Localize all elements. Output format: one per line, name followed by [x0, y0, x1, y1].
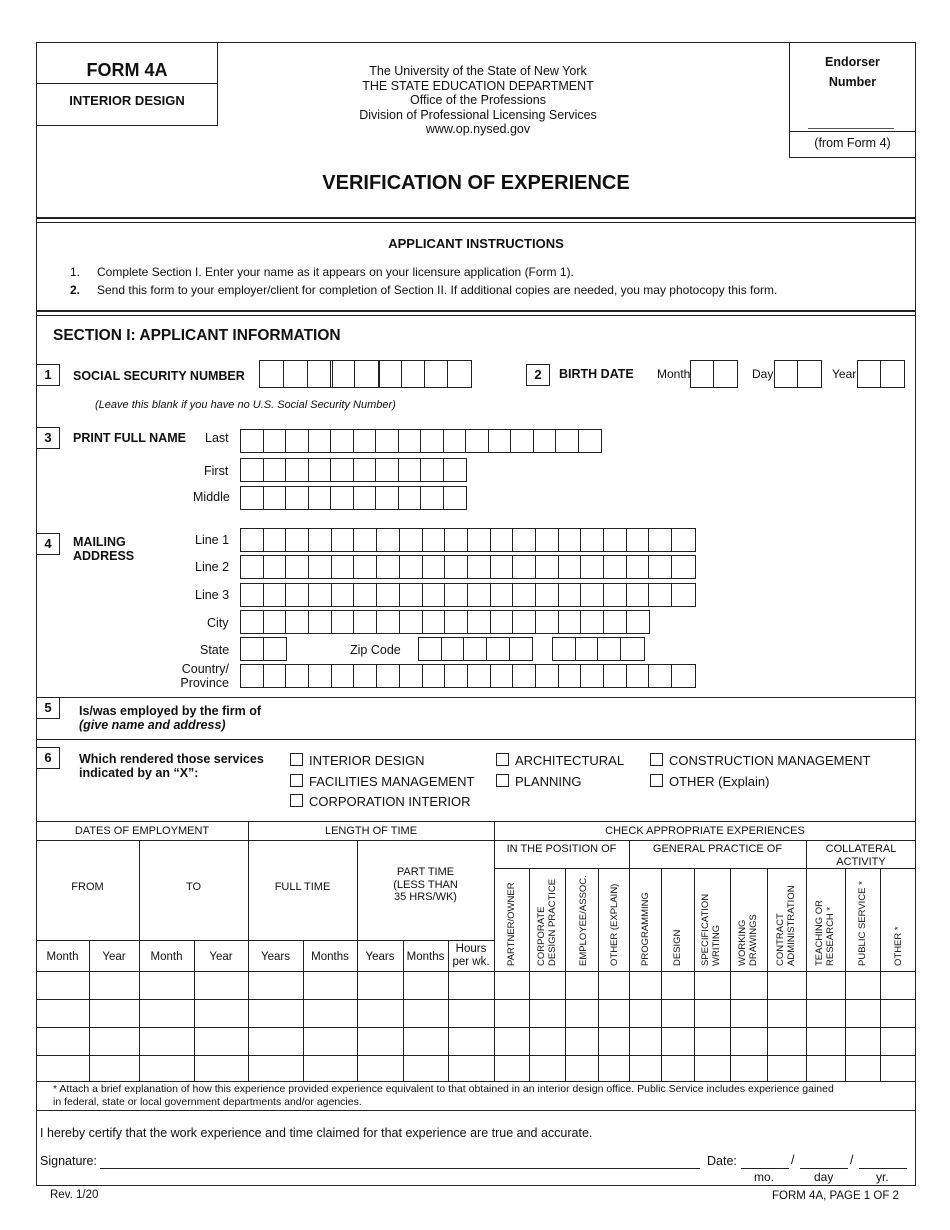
from-header: FROM	[71, 881, 104, 893]
service-option-interior-design[interactable]: INTERIOR DESIGN	[290, 753, 425, 768]
footnote: * Attach a brief explanation of how this experience provided experience equivalent to that obtained in an interior design office. Public Service includes experience gained in federal, state or local government departments and/or agencies.	[53, 1083, 834, 1108]
from-year-header: Year	[102, 951, 126, 963]
city-cells[interactable]	[240, 610, 650, 634]
service-option-construction-management[interactable]: CONSTRUCTION MANAGEMENT	[650, 753, 871, 768]
form-subtitle: INTERIOR DESIGN	[69, 93, 185, 108]
page-title: VERIFICATION OF EXPERIENCE	[322, 172, 630, 194]
position-of-header: IN THE POSITION OF	[506, 843, 617, 855]
item-number-5: 5	[36, 697, 60, 719]
address-line3-label: Line 3	[195, 588, 230, 602]
checkbox[interactable]	[290, 774, 303, 787]
item-number-3: 3	[36, 427, 60, 449]
country-cells[interactable]	[240, 664, 696, 688]
certification-text: I hereby certify that the work experience and time claimed for that experience are true and accurate.	[40, 1126, 593, 1140]
agency-website: www.op.nysed.gov	[425, 122, 531, 136]
employee-assoc-header: EMPLOYEE/ASSOC.	[578, 875, 589, 966]
ssn-cells[interactable]	[259, 360, 333, 388]
signature-label: Signature:	[40, 1154, 97, 1168]
ssn-label: SOCIAL SECURITY NUMBER	[73, 369, 245, 383]
checkbox[interactable]	[496, 753, 509, 766]
full-years-header: Years	[261, 951, 290, 963]
item-number-6: 6	[36, 747, 60, 769]
agency-line: Office of the Professions	[410, 93, 546, 107]
last-name-cells[interactable]	[240, 429, 602, 453]
date-yr-label: yr.	[876, 1170, 889, 1184]
address-line1-cells[interactable]	[240, 528, 696, 552]
revision-label: Rev. 1/20	[50, 1189, 99, 1201]
teaching-research-header: TEACHING OR RESEARCH *	[814, 900, 836, 966]
instructions-heading: APPLICANT INSTRUCTIONS	[388, 236, 564, 251]
instruction-number: 2.	[70, 283, 81, 297]
date-day-line[interactable]	[800, 1168, 848, 1169]
to-header: TO	[185, 881, 202, 893]
date-day-label: day	[814, 1170, 834, 1184]
service-option-other[interactable]: OTHER (Explain)	[650, 774, 769, 789]
services-label: Which rendered those services indicated by an “X”:	[79, 752, 264, 780]
agency-block	[300, 64, 656, 137]
birth-year-cells[interactable]	[857, 360, 905, 388]
part-years-header: Years	[365, 951, 395, 963]
programming-header: PROGRAMMING	[640, 892, 651, 966]
state-label: State	[200, 643, 230, 657]
zip-cells[interactable]	[418, 637, 533, 661]
contract-administration-header: CONTRACT ADMINISTRATION	[775, 885, 797, 966]
first-name-cells[interactable]	[240, 458, 467, 482]
date-separator: /	[850, 1153, 854, 1167]
agency-line: THE STATE EDUCATION DEPARTMENT	[362, 78, 594, 93]
other-explain-header: OTHER (EXPLAIN)	[609, 883, 620, 966]
birth-month-label: Month	[657, 367, 691, 381]
dates-of-employment-header: DATES OF EMPLOYMENT	[74, 825, 210, 837]
service-option-facilities-management[interactable]: FACILITIES MANAGEMENT	[290, 774, 474, 789]
specification-writing-header: SPECIFICATION WRITING	[700, 893, 722, 966]
date-mo-label: mo.	[754, 1170, 775, 1184]
date-separator: /	[791, 1153, 795, 1167]
endorser-from: (from Form 4)	[814, 136, 891, 150]
checkbox[interactable]	[650, 753, 663, 766]
ssn-cells[interactable]	[330, 360, 380, 388]
agency-line: The University of the State of New York	[369, 64, 587, 78]
state-cells[interactable]	[240, 637, 287, 661]
length-of-time-header: LENGTH OF TIME	[324, 825, 418, 837]
instruction-text: Send this form to your employer/client for completion of Section II. If additional copies are needed, you may photocopy this form.	[97, 283, 778, 297]
middle-name-cells[interactable]	[240, 486, 467, 510]
part-time-header: PART TIME (LESS THAN 35 HRS/WK)	[393, 866, 458, 903]
last-name-label: Last	[205, 431, 229, 445]
address-line3-cells[interactable]	[240, 583, 696, 607]
full-name-label: PRINT FULL NAME	[73, 431, 186, 445]
checkbox[interactable]	[290, 794, 303, 807]
birth-date-label: BIRTH DATE	[559, 367, 634, 381]
address-line1-label: Line 1	[195, 533, 230, 547]
date-year-line[interactable]	[859, 1168, 907, 1169]
birth-day-cells[interactable]	[774, 360, 822, 388]
full-months-header: Months	[311, 951, 349, 963]
hours-per-week-header: Hours per wk.	[452, 943, 490, 968]
zip-code-label: Zip Code	[350, 643, 401, 657]
city-label: City	[207, 616, 229, 630]
mailing-address-label: MAILING ADDRESS	[73, 535, 135, 563]
to-month-header: Month	[150, 951, 183, 963]
working-drawings-header: WORKING DRAWINGS	[737, 914, 759, 966]
page-footer: FORM 4A, PAGE 1 OF 2	[772, 1190, 899, 1202]
checkbox[interactable]	[290, 753, 303, 766]
country-label: Country/ Province	[180, 662, 229, 690]
ssn-note: (Leave this blank if you have no U.S. Social Security Number)	[95, 399, 396, 411]
first-name-label: First	[204, 464, 229, 478]
birth-year-label: Year	[832, 367, 857, 381]
form-id-box	[36, 42, 218, 126]
employer-input[interactable]	[270, 700, 910, 736]
design-header: DESIGN	[672, 929, 683, 966]
birth-month-cells[interactable]	[690, 360, 738, 388]
item-number-4: 4	[36, 533, 60, 555]
item-number-1: 1	[36, 364, 60, 386]
address-line2-cells[interactable]	[240, 555, 696, 579]
collateral-activity-header: COLLATERAL ACTIVITY	[825, 843, 897, 868]
corporate-design-header: CORPORATE DESIGN PRACTICE	[536, 878, 558, 966]
employer-label: Is/was employed by the firm of (give name and address)	[79, 704, 261, 732]
checkbox[interactable]	[496, 774, 509, 787]
date-label: Date:	[707, 1154, 737, 1168]
check-experiences-header: CHECK APPROPRIATE EXPERIENCES	[605, 825, 805, 837]
service-option-planning[interactable]: PLANNING	[496, 774, 581, 789]
item-number-2: 2	[526, 364, 550, 386]
public-service-header: PUBLIC SERVICE *	[857, 881, 868, 966]
address-line2-label: Line 2	[195, 560, 230, 574]
to-year-header: Year	[209, 951, 233, 963]
instruction-number: 1.	[70, 265, 81, 279]
from-month-header: Month	[46, 951, 79, 963]
ssn-cells[interactable]	[378, 360, 472, 388]
date-month-line[interactable]	[741, 1168, 789, 1169]
agency-line: Division of Professional Licensing Services	[359, 107, 597, 122]
signature-line[interactable]	[100, 1168, 700, 1169]
endorser-label: Endorser Number	[825, 55, 880, 89]
section1-heading: SECTION I: APPLICANT INFORMATION	[53, 327, 341, 344]
general-practice-header: GENERAL PRACTICE OF	[652, 843, 783, 855]
zip-ext-cells[interactable]	[552, 637, 645, 661]
form-id: FORM 4A	[86, 60, 168, 80]
service-option-architectural[interactable]: ARCHITECTURAL	[496, 753, 624, 768]
birth-day-label: Day	[752, 367, 774, 381]
instruction-text: Complete Section I. Enter your name as it appears on your licensure application (Form 1).	[97, 265, 574, 279]
partner-owner-header: PARTNER/OWNER	[506, 882, 517, 966]
middle-name-label: Middle	[193, 490, 230, 504]
endorser-number-line[interactable]	[808, 128, 894, 129]
other-star-header: OTHER *	[893, 926, 904, 966]
checkbox[interactable]	[650, 774, 663, 787]
service-option-corporation-interior[interactable]: CORPORATION INTERIOR	[290, 794, 471, 809]
part-months-header: Months	[406, 951, 445, 963]
full-time-header: FULL TIME	[274, 881, 331, 893]
